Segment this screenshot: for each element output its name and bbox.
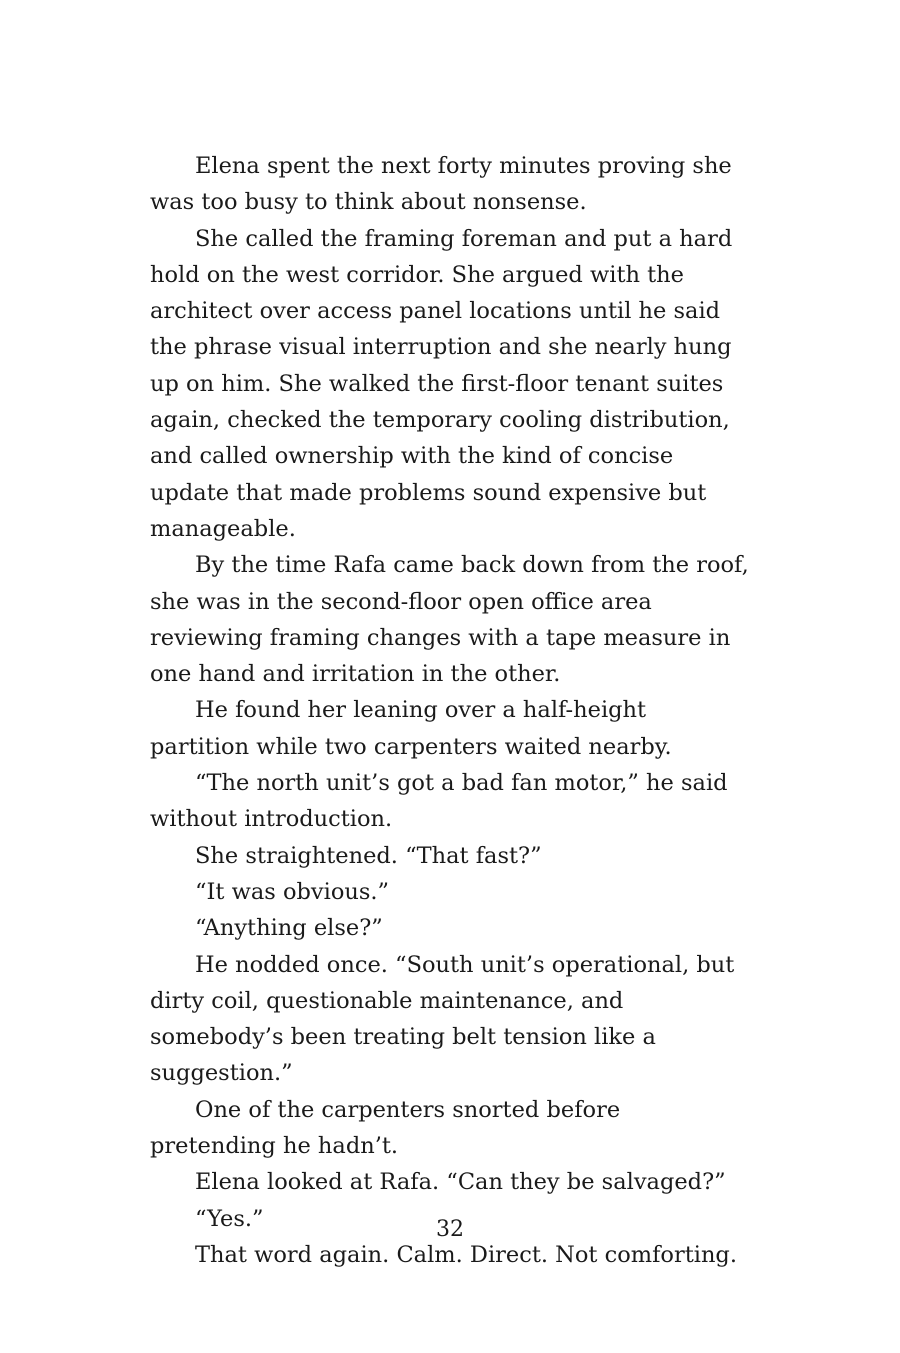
paragraph: By the time Rafa came back down from the roof, she was in the second-floor open office area reviewing framing changes with a tape measure in one hand and irritation in the other. (150, 552, 749, 688)
paragraph: She called the framing foreman and put a hard hold on the west corridor. She argued with the architect over access panel locations until he said the phrase visual interruption and she nearly hung up on him. She walked the first-floor tenant suites again, checked the temporary cooling distribution, and called ownership with the kind of concise update that made problems sound expensive but manageable. (150, 225, 733, 542)
paragraph: She straightened. “That fast?” (195, 842, 542, 869)
paragraph: He nodded once. “South unit’s operational, but dirty coil, questionable maintenance, and somebody’s been treating belt tension like a suggestion.” (150, 951, 735, 1087)
paragraph: One of the carpenters snorted before pretending he hadn’t. (150, 1096, 621, 1160)
paragraph: “The north unit’s got a bad fan motor,” he said without introduction. (150, 770, 728, 833)
paragraph: “It was obvious.” (195, 878, 390, 905)
paragraph: Elena looked at Rafa. “Can they be salvaged?” (195, 1169, 726, 1196)
paragraph: He found her leaning over a half-height partition while two carpenters waited nearby. (150, 697, 672, 760)
paragraph: That word again. Calm. Direct. Not comforting. (195, 1241, 737, 1268)
paragraph: “Anything else?” (195, 915, 383, 942)
paragraph: “Yes.” (195, 1205, 264, 1232)
page-number: 32 (436, 1217, 464, 1242)
body-text (150, 148, 752, 1273)
paragraph: Elena spent the next forty minutes proving she was too busy to think about nonsense. (150, 153, 732, 216)
